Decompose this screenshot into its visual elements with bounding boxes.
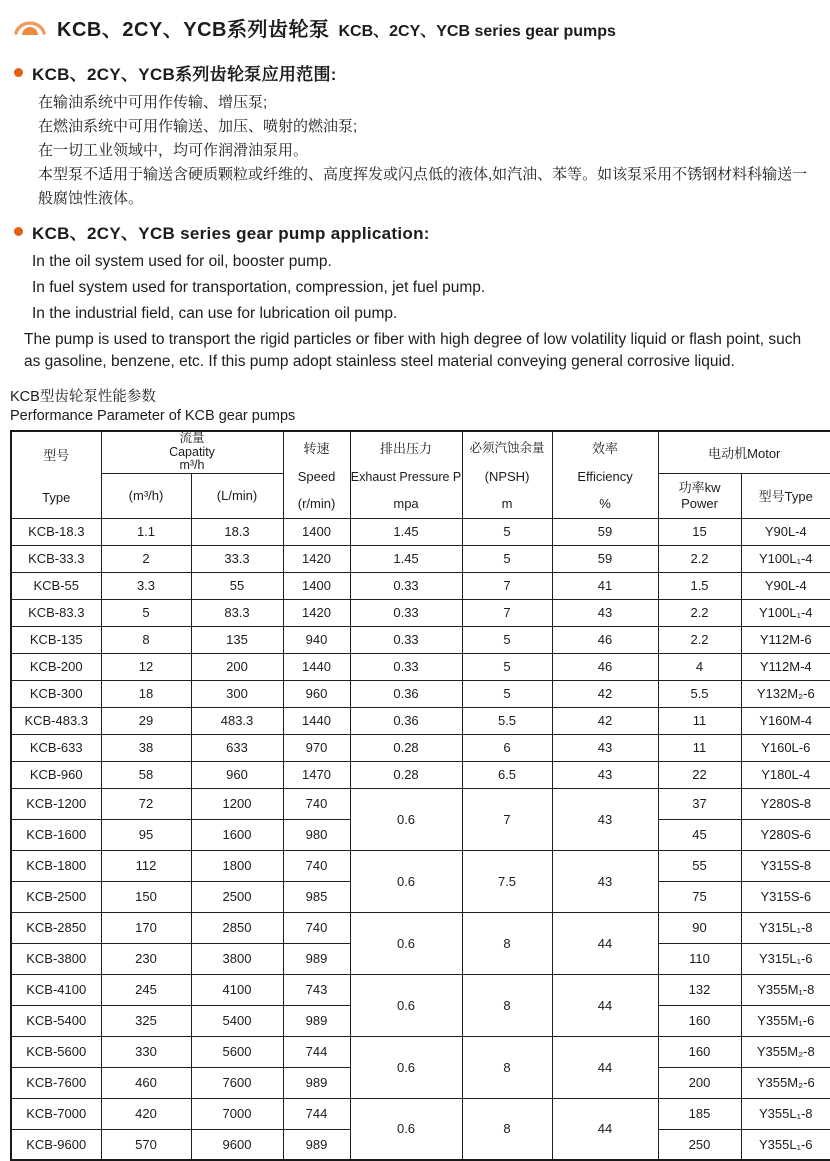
table-cell: 8 — [101, 626, 191, 653]
table-cell: 15 — [658, 518, 741, 545]
table-cell: 989 — [283, 1129, 350, 1160]
table-cell: 7 — [462, 788, 552, 850]
table-cell: 2500 — [191, 881, 283, 912]
table-cell: 5600 — [191, 1036, 283, 1067]
table-cell: Y280S-6 — [741, 819, 830, 850]
table-cell: Y112M-6 — [741, 626, 830, 653]
table-cell: 570 — [101, 1129, 191, 1160]
table-cell: 744 — [283, 1036, 350, 1067]
table-cell: 1200 — [191, 788, 283, 819]
application-zh-line: 在输油系统中可用作传输、增压泵; — [38, 94, 268, 111]
table-cell: 0.6 — [350, 788, 462, 850]
table-row — [11, 707, 830, 734]
table-cell: 483.3 — [191, 707, 283, 734]
table-cell: KCB-135 — [11, 626, 101, 653]
table-row — [11, 1036, 830, 1067]
table-cell: 633 — [191, 734, 283, 761]
table-cell: KCB-5600 — [11, 1036, 101, 1067]
col-header-npsh — [462, 431, 552, 518]
col-header-power-zh: 功率kw — [678, 479, 721, 495]
table-cell: KCB-960 — [11, 761, 101, 788]
table-cell: 43 — [552, 788, 658, 850]
table-cell: 740 — [283, 912, 350, 943]
table-cell: 41 — [552, 572, 658, 599]
table-cell: KCB-300 — [11, 680, 101, 707]
table-body — [11, 518, 830, 1160]
table-cell: 135 — [191, 626, 283, 653]
table-cell: 4100 — [191, 974, 283, 1005]
application-en-paragraph: The pump is used to transport the rigid particles or fiber with high degree of low volatility liquid or flash point, such as gasoline, benzene, etc. If this pump adopt stainless steel material conveying general corrosive liquid. — [24, 331, 802, 370]
table-cell: 12 — [101, 653, 191, 680]
col-header-capacity-lmin-text: (L/min) — [216, 488, 258, 503]
table-cell: 2850 — [191, 912, 283, 943]
table-cell: 170 — [101, 912, 191, 943]
table-cell: 5 — [101, 599, 191, 626]
col-header-capacity-en: Capatity — [169, 444, 215, 459]
table-cell: 1.5 — [658, 572, 741, 599]
col-header-pressure-zh: 排出压力 — [380, 441, 433, 457]
table-cell: Y355M₁-8 — [741, 974, 830, 1005]
table-cell: 230 — [101, 943, 191, 974]
table-cell: 8 — [462, 974, 552, 1036]
table-cell: 18 — [101, 680, 191, 707]
table-cell: 0.6 — [350, 1036, 462, 1098]
table-cell: 185 — [658, 1098, 741, 1129]
table-cell: 200 — [658, 1067, 741, 1098]
col-header-type-zh: 型号 — [43, 447, 70, 463]
table-cell: KCB-55 — [11, 572, 101, 599]
table-cell: 43 — [552, 850, 658, 912]
table-cell: 0.33 — [350, 626, 462, 653]
table-cell: 43 — [552, 599, 658, 626]
table-cell: 7600 — [191, 1067, 283, 1098]
table-cell: 1.1 — [101, 518, 191, 545]
table-cell: 460 — [101, 1067, 191, 1098]
table-cell: Y315L₁-6 — [741, 943, 830, 974]
brand-arc-logo-icon — [12, 16, 48, 40]
col-header-power-en: Power — [681, 495, 718, 511]
table-cell: 2.2 — [658, 599, 741, 626]
col-header-motor-type — [741, 473, 830, 518]
col-header-speed — [283, 431, 350, 518]
table-cell: Y355M₁-6 — [741, 1005, 830, 1036]
bullet-icon — [14, 227, 23, 236]
table-row — [11, 734, 830, 761]
table-cell: 8 — [462, 1036, 552, 1098]
col-header-npsh-en: (NPSH) — [484, 468, 530, 484]
table-cell: 3800 — [191, 943, 283, 974]
col-header-efficiency-zh: 效率 — [592, 441, 619, 457]
table-cell: 1440 — [283, 707, 350, 734]
table-cell: 960 — [191, 761, 283, 788]
col-header-pressure — [350, 431, 462, 518]
table-cell: 0.6 — [350, 912, 462, 974]
table-cell: KCB-3800 — [11, 943, 101, 974]
table-cell: 1.45 — [350, 518, 462, 545]
table-cell: 1400 — [283, 572, 350, 599]
table-cell: 8 — [462, 1098, 552, 1160]
table-cell: 44 — [552, 912, 658, 974]
table-cell: 740 — [283, 788, 350, 819]
table-row — [11, 572, 830, 599]
table-cell: Y100L₁-4 — [741, 599, 830, 626]
table-cell: Y90L-4 — [741, 518, 830, 545]
table-cell: 1420 — [283, 545, 350, 572]
table-cell: 0.6 — [350, 1098, 462, 1160]
table-cell: 985 — [283, 881, 350, 912]
col-header-type — [11, 431, 101, 518]
table-cell: KCB-633 — [11, 734, 101, 761]
table-cell: 200 — [191, 653, 283, 680]
table-cell: 44 — [552, 1098, 658, 1160]
table-cell: Y315S-6 — [741, 881, 830, 912]
table-cell: 29 — [101, 707, 191, 734]
table-cell: 1440 — [283, 653, 350, 680]
table-cell: 59 — [552, 545, 658, 572]
table-cell: 55 — [191, 572, 283, 599]
table-cell: 8 — [462, 912, 552, 974]
table-cell: 980 — [283, 819, 350, 850]
table-cell: 22 — [658, 761, 741, 788]
table-cell: 7000 — [191, 1098, 283, 1129]
table-cell: 160 — [658, 1036, 741, 1067]
document-header — [12, 13, 822, 42]
table-cell: 44 — [552, 1036, 658, 1098]
table-cell: 42 — [552, 707, 658, 734]
table-cell: 743 — [283, 974, 350, 1005]
table-cell: Y90L-4 — [741, 572, 830, 599]
table-cell: 9600 — [191, 1129, 283, 1160]
table-cell: 5.5 — [462, 707, 552, 734]
table-cell: 42 — [552, 680, 658, 707]
table-cell: 59 — [552, 518, 658, 545]
table-row — [11, 653, 830, 680]
table-cell: 150 — [101, 881, 191, 912]
col-header-capacity-m3h-text: (m³/h) — [128, 488, 164, 503]
application-zh-heading-text: KCB、2CY、YCB系列齿轮泵应用范围: — [32, 65, 337, 84]
col-header-power — [658, 473, 741, 518]
table-cell: 0.33 — [350, 599, 462, 626]
table-cell: KCB-7600 — [11, 1067, 101, 1098]
col-header-speed-en: Speed — [297, 469, 336, 485]
application-en-heading-text: KCB、2CY、YCB series gear pump application: — [32, 224, 430, 243]
application-zh-heading — [14, 60, 822, 85]
table-cell: 989 — [283, 943, 350, 974]
table-cell: 11 — [658, 734, 741, 761]
col-header-capacity-m3h — [101, 473, 191, 518]
table-cell: 1420 — [283, 599, 350, 626]
table-cell: 72 — [101, 788, 191, 819]
table-row — [11, 788, 830, 819]
col-header-efficiency — [552, 431, 658, 518]
table-cell: 5 — [462, 680, 552, 707]
col-header-pressure-unit: mpa — [393, 496, 419, 512]
col-header-npsh-zh: 必须汽蚀余量 — [469, 441, 545, 456]
col-header-speed-unit: (r/min) — [297, 496, 336, 512]
table-cell: 5 — [462, 626, 552, 653]
table-cell: 0.33 — [350, 572, 462, 599]
table-cell: 960 — [283, 680, 350, 707]
table-cell: 45 — [658, 819, 741, 850]
table-cell: 58 — [101, 761, 191, 788]
table-cell: 740 — [283, 850, 350, 881]
table-cell: 5400 — [191, 1005, 283, 1036]
table-cell: 970 — [283, 734, 350, 761]
table-cell: Y355M₂-8 — [741, 1036, 830, 1067]
table-cell: Y180L-4 — [741, 761, 830, 788]
performance-table — [10, 430, 830, 1161]
table-cell: 989 — [283, 1067, 350, 1098]
table-title-en: Performance Parameter of KCB gear pumps — [10, 408, 296, 424]
table-cell: KCB-33.3 — [11, 545, 101, 572]
table-cell: 940 — [283, 626, 350, 653]
page-title-en: KCB、2CY、YCB series gear pumps — [338, 23, 616, 40]
table-cell: Y355L₁-6 — [741, 1129, 830, 1160]
table-cell: 33.3 — [191, 545, 283, 572]
table-cell: KCB-9600 — [11, 1129, 101, 1160]
table-cell: 75 — [658, 881, 741, 912]
table-cell: 46 — [552, 653, 658, 680]
table-cell: KCB-18.3 — [11, 518, 101, 545]
table-cell: 43 — [552, 761, 658, 788]
table-cell: KCB-1200 — [11, 788, 101, 819]
table-cell: 1.45 — [350, 545, 462, 572]
table-cell: 2 — [101, 545, 191, 572]
table-cell: Y315L₁-8 — [741, 912, 830, 943]
table-cell: 110 — [658, 943, 741, 974]
table-cell: Y100L₁-4 — [741, 545, 830, 572]
table-cell: KCB-83.3 — [11, 599, 101, 626]
table-cell: 300 — [191, 680, 283, 707]
application-zh-lines — [38, 91, 820, 211]
table-cell: Y132M₂-6 — [741, 680, 830, 707]
table-cell: KCB-1800 — [11, 850, 101, 881]
table-cell: Y355L₁-8 — [741, 1098, 830, 1129]
table-cell: KCB-483.3 — [11, 707, 101, 734]
table-cell: 6 — [462, 734, 552, 761]
table-cell: 0.36 — [350, 707, 462, 734]
table-cell: 0.28 — [350, 761, 462, 788]
table-row — [11, 626, 830, 653]
col-header-capacity — [101, 431, 283, 473]
table-cell: 2.2 — [658, 626, 741, 653]
table-cell: 132 — [658, 974, 741, 1005]
table-cell: 55 — [658, 850, 741, 881]
col-header-motor-group-text: 电动机Motor — [708, 445, 781, 461]
application-zh-line: 本型泵不适用于输送含硬质颗粒或纤维的、高度挥发或闪点低的液体,如汽油、苯等。如该泵采用不锈钢材料科输送一般腐蚀性液体。 — [38, 166, 808, 207]
table-cell: 18.3 — [191, 518, 283, 545]
table-cell: 3.3 — [101, 572, 191, 599]
table-cell: 325 — [101, 1005, 191, 1036]
table-cell: KCB-7000 — [11, 1098, 101, 1129]
table-cell: 112 — [101, 850, 191, 881]
table-cell: 37 — [658, 788, 741, 819]
page-title — [57, 13, 616, 42]
table-cell: 0.33 — [350, 653, 462, 680]
col-header-efficiency-unit: % — [599, 496, 611, 512]
table-cell: KCB-2850 — [11, 912, 101, 943]
table-cell: 0.6 — [350, 850, 462, 912]
table-cell: 1600 — [191, 819, 283, 850]
table-cell: 5.5 — [658, 680, 741, 707]
table-row — [11, 912, 830, 943]
col-header-motor-group — [658, 431, 830, 473]
table-cell: 7.5 — [462, 850, 552, 912]
table-cell: Y355M₂-6 — [741, 1067, 830, 1098]
table-cell: 5 — [462, 518, 552, 545]
table-cell: 989 — [283, 1005, 350, 1036]
table-cell: 83.3 — [191, 599, 283, 626]
bullet-icon — [14, 68, 23, 77]
table-cell: Y160M-4 — [741, 707, 830, 734]
table-title — [10, 388, 822, 426]
table-row — [11, 518, 830, 545]
col-header-speed-zh: 转速 — [303, 441, 330, 457]
table-cell: 1800 — [191, 850, 283, 881]
table-cell: 420 — [101, 1098, 191, 1129]
table-cell: 44 — [552, 974, 658, 1036]
table-cell: 0.36 — [350, 680, 462, 707]
table-cell: 5 — [462, 653, 552, 680]
col-header-capacity-lmin — [191, 473, 283, 518]
table-cell: Y280S-8 — [741, 788, 830, 819]
table-cell: 744 — [283, 1098, 350, 1129]
table-cell: KCB-200 — [11, 653, 101, 680]
table-cell: 5 — [462, 545, 552, 572]
table-cell: 0.28 — [350, 734, 462, 761]
application-en-line: In the oil system used for oil, booster pump. — [32, 253, 332, 270]
table-cell: KCB-4100 — [11, 974, 101, 1005]
application-zh-line: 在一切工业领域中，均可作润滑油泵用。 — [38, 142, 309, 159]
application-en-lines — [32, 249, 822, 327]
table-cell: 7 — [462, 572, 552, 599]
table-cell: 245 — [101, 974, 191, 1005]
table-cell: 46 — [552, 626, 658, 653]
table-cell: 95 — [101, 819, 191, 850]
table-row — [11, 680, 830, 707]
col-header-type-en: Type — [42, 489, 71, 505]
application-zh-line: 在燃油系统中可用作输送、加压、喷射的燃油泵; — [38, 118, 358, 135]
table-cell: 1400 — [283, 518, 350, 545]
table-row — [11, 599, 830, 626]
col-header-npsh-unit: m — [501, 496, 513, 512]
table-cell: 330 — [101, 1036, 191, 1067]
col-header-efficiency-en: Efficiency — [577, 469, 633, 485]
table-cell: KCB-2500 — [11, 881, 101, 912]
table-cell: 160 — [658, 1005, 741, 1036]
col-header-capacity-zh: 流量 — [179, 431, 205, 445]
table-cell: 2.2 — [658, 545, 741, 572]
application-en-line: In fuel system used for transportation, compression, jet fuel pump. — [32, 279, 486, 296]
table-cell: KCB-1600 — [11, 819, 101, 850]
table-cell: 43 — [552, 734, 658, 761]
table-row — [11, 545, 830, 572]
table-cell: 38 — [101, 734, 191, 761]
table-row — [11, 974, 830, 1005]
table-cell: 11 — [658, 707, 741, 734]
application-en-line: In the industrial field, can use for lubrication oil pump. — [32, 305, 398, 322]
table-cell: 90 — [658, 912, 741, 943]
table-cell: 4 — [658, 653, 741, 680]
page-title-zh: KCB、2CY、YCB系列齿轮泵 — [57, 19, 330, 41]
application-en-heading — [14, 219, 822, 244]
table-cell: KCB-5400 — [11, 1005, 101, 1036]
col-header-capacity-unit: m³/h — [179, 458, 205, 472]
table-row — [11, 761, 830, 788]
table-cell: 1470 — [283, 761, 350, 788]
table-cell: 6.5 — [462, 761, 552, 788]
table-cell: Y315S-8 — [741, 850, 830, 881]
table-cell: 250 — [658, 1129, 741, 1160]
table-row — [11, 850, 830, 881]
col-header-pressure-en: Exhaust Pressure P — [350, 469, 462, 484]
table-cell: Y160L-6 — [741, 734, 830, 761]
table-title-zh: KCB型齿轮泵性能参数 — [10, 389, 156, 405]
table-cell: 7 — [462, 599, 552, 626]
table-cell: 0.6 — [350, 974, 462, 1036]
col-header-motor-type-text: 型号Type — [758, 489, 813, 504]
table-cell: Y112M-4 — [741, 653, 830, 680]
